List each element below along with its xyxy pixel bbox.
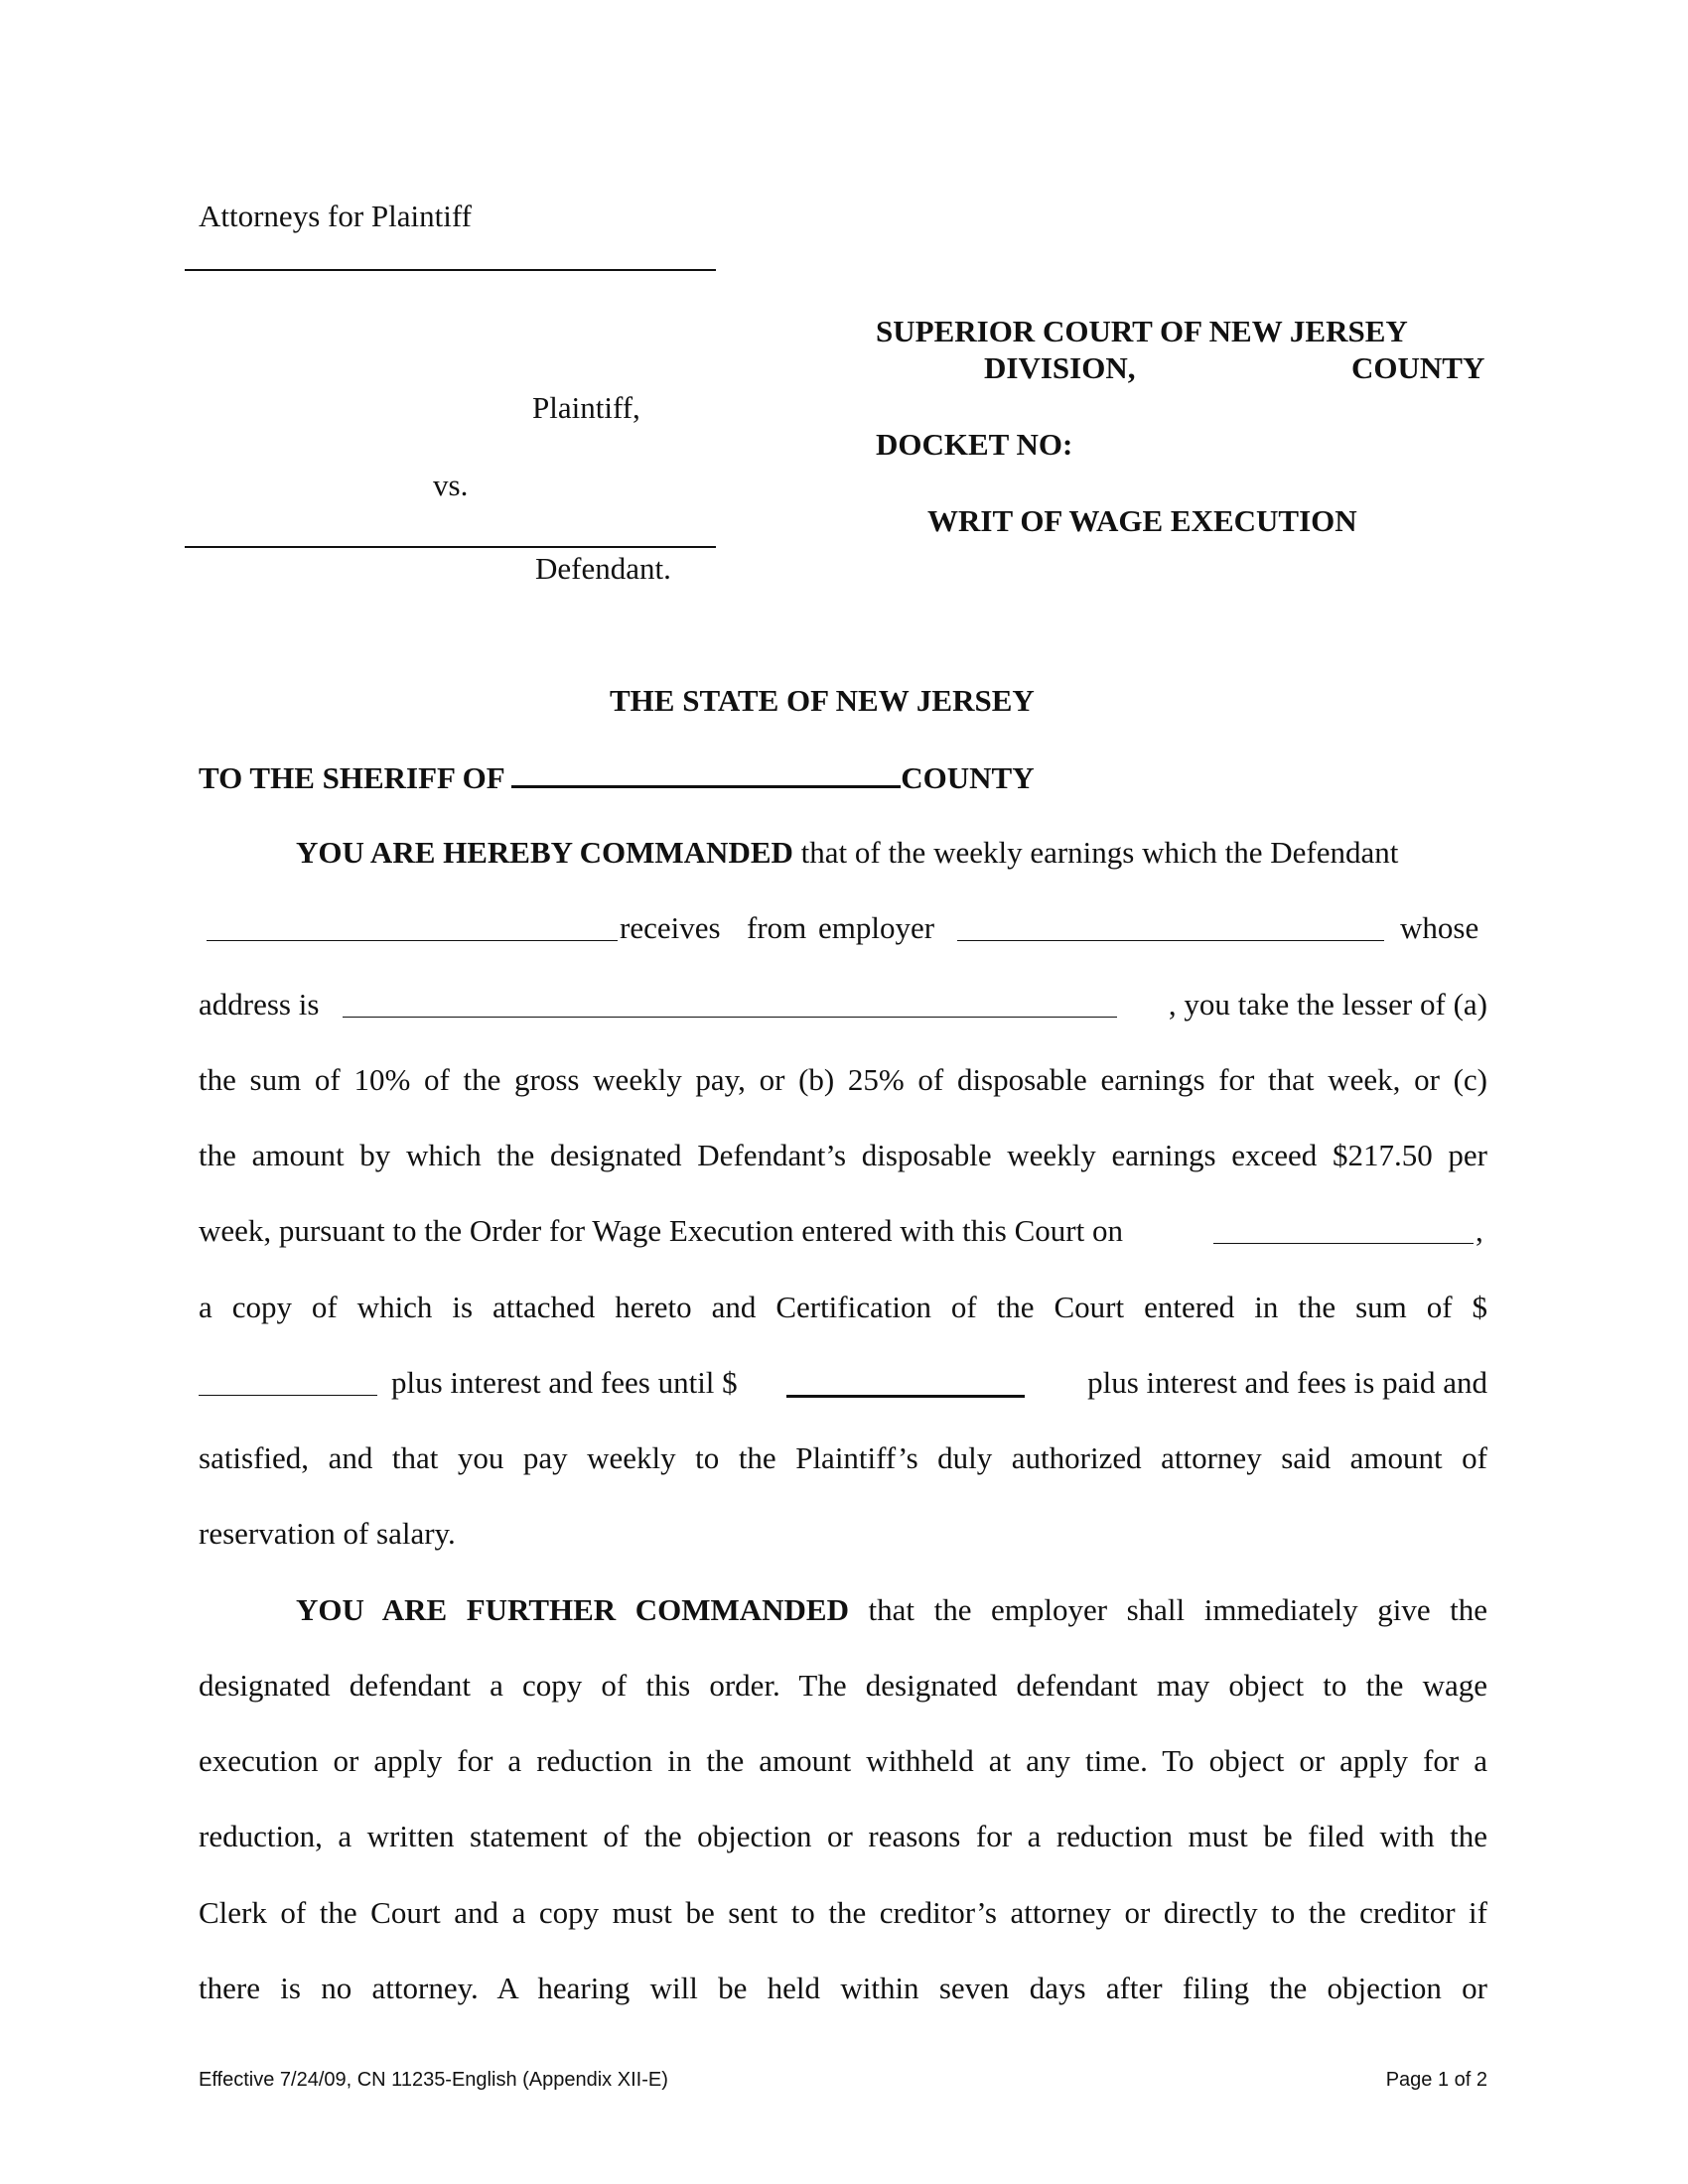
hereby-commanded: YOU ARE HEREBY COMMANDED	[296, 835, 793, 870]
sheriff-prefix: TO THE SHERIFF OF	[199, 760, 504, 795]
court-division-label: DIVISION,	[984, 350, 1136, 385]
sheriff-suffix: COUNTY	[901, 760, 1035, 795]
sheriff-line	[199, 759, 1035, 796]
footer-page-number: Page 1 of 2	[1385, 2069, 1487, 2091]
para2-line1: YOU ARE FURTHER COMMANDED that the employer shall immediately give the	[296, 1592, 1487, 1627]
para2-line4: reduction, a written statement of the objection or reasons for a reduction must be filed with the	[199, 1819, 1487, 1853]
defendant-name-line[interactable]	[185, 546, 716, 548]
docket-label: DOCKET NO:	[876, 427, 1073, 462]
para1-line4: the sum of 10% of the gross weekly pay, or (b) 25% of disposable earnings for that week, or (c)	[199, 1062, 1487, 1097]
employer-name-blank[interactable]	[957, 914, 1384, 941]
para1-line10: reservation of salary.	[199, 1516, 456, 1551]
versus-label: vs.	[433, 468, 469, 502]
sheriff-county-blank[interactable]	[511, 759, 901, 788]
para1-line7: a copy of which is attached hereto and Certification of the Court entered in the sum of $	[199, 1290, 1487, 1324]
defendant-label: Defendant.	[535, 551, 671, 586]
footer-form-id: Effective 7/24/09, CN 11235-English (Appendix XII-E)	[199, 2069, 668, 2091]
para2-line6: there is no attorney. A hearing will be held within seven days after filing the objection or	[199, 1971, 1487, 2005]
order-date-blank[interactable]	[1213, 1217, 1474, 1244]
document-title: WRIT OF WAGE EXECUTION	[927, 503, 1357, 538]
court-county-label: COUNTY	[1351, 350, 1485, 385]
para2-line3: execution or apply for a reduction in the amount withheld at any time. To object or apply for a	[199, 1743, 1487, 1778]
defendant-name-blank[interactable]	[207, 914, 618, 941]
para2-line2: designated defendant a copy of this order. The designated defendant may object to the wage	[199, 1668, 1487, 1703]
attorneys-label: Attorneys for Plaintiff	[199, 199, 472, 233]
plaintiff-label: Plaintiff,	[532, 390, 640, 425]
court-name: SUPERIOR COURT OF NEW JERSEY	[876, 314, 1408, 348]
total-amount-blank[interactable]	[786, 1369, 1025, 1398]
para1-line5: the amount by which the designated Defendant’s disposable weekly earnings exceed $217.50 per	[199, 1138, 1487, 1172]
employer-address-blank[interactable]	[343, 991, 1117, 1018]
para1-line1: YOU ARE HEREBY COMMANDED that of the weekly earnings which the Defendant	[296, 835, 1399, 870]
state-heading: THE STATE OF NEW JERSEY	[610, 683, 1035, 718]
further-commanded: YOU ARE FURTHER COMMANDED	[296, 1592, 849, 1627]
attorney-signature-line[interactable]	[185, 269, 716, 271]
para2-line5: Clerk of the Court and a copy must be sent to the creditor’s attorney or directly to the creditor if	[199, 1895, 1487, 1930]
certified-sum-blank[interactable]	[199, 1369, 377, 1396]
para1-line9: satisfied, and that you pay weekly to the Plaintiff’s duly authorized attorney said amount of	[199, 1440, 1487, 1475]
